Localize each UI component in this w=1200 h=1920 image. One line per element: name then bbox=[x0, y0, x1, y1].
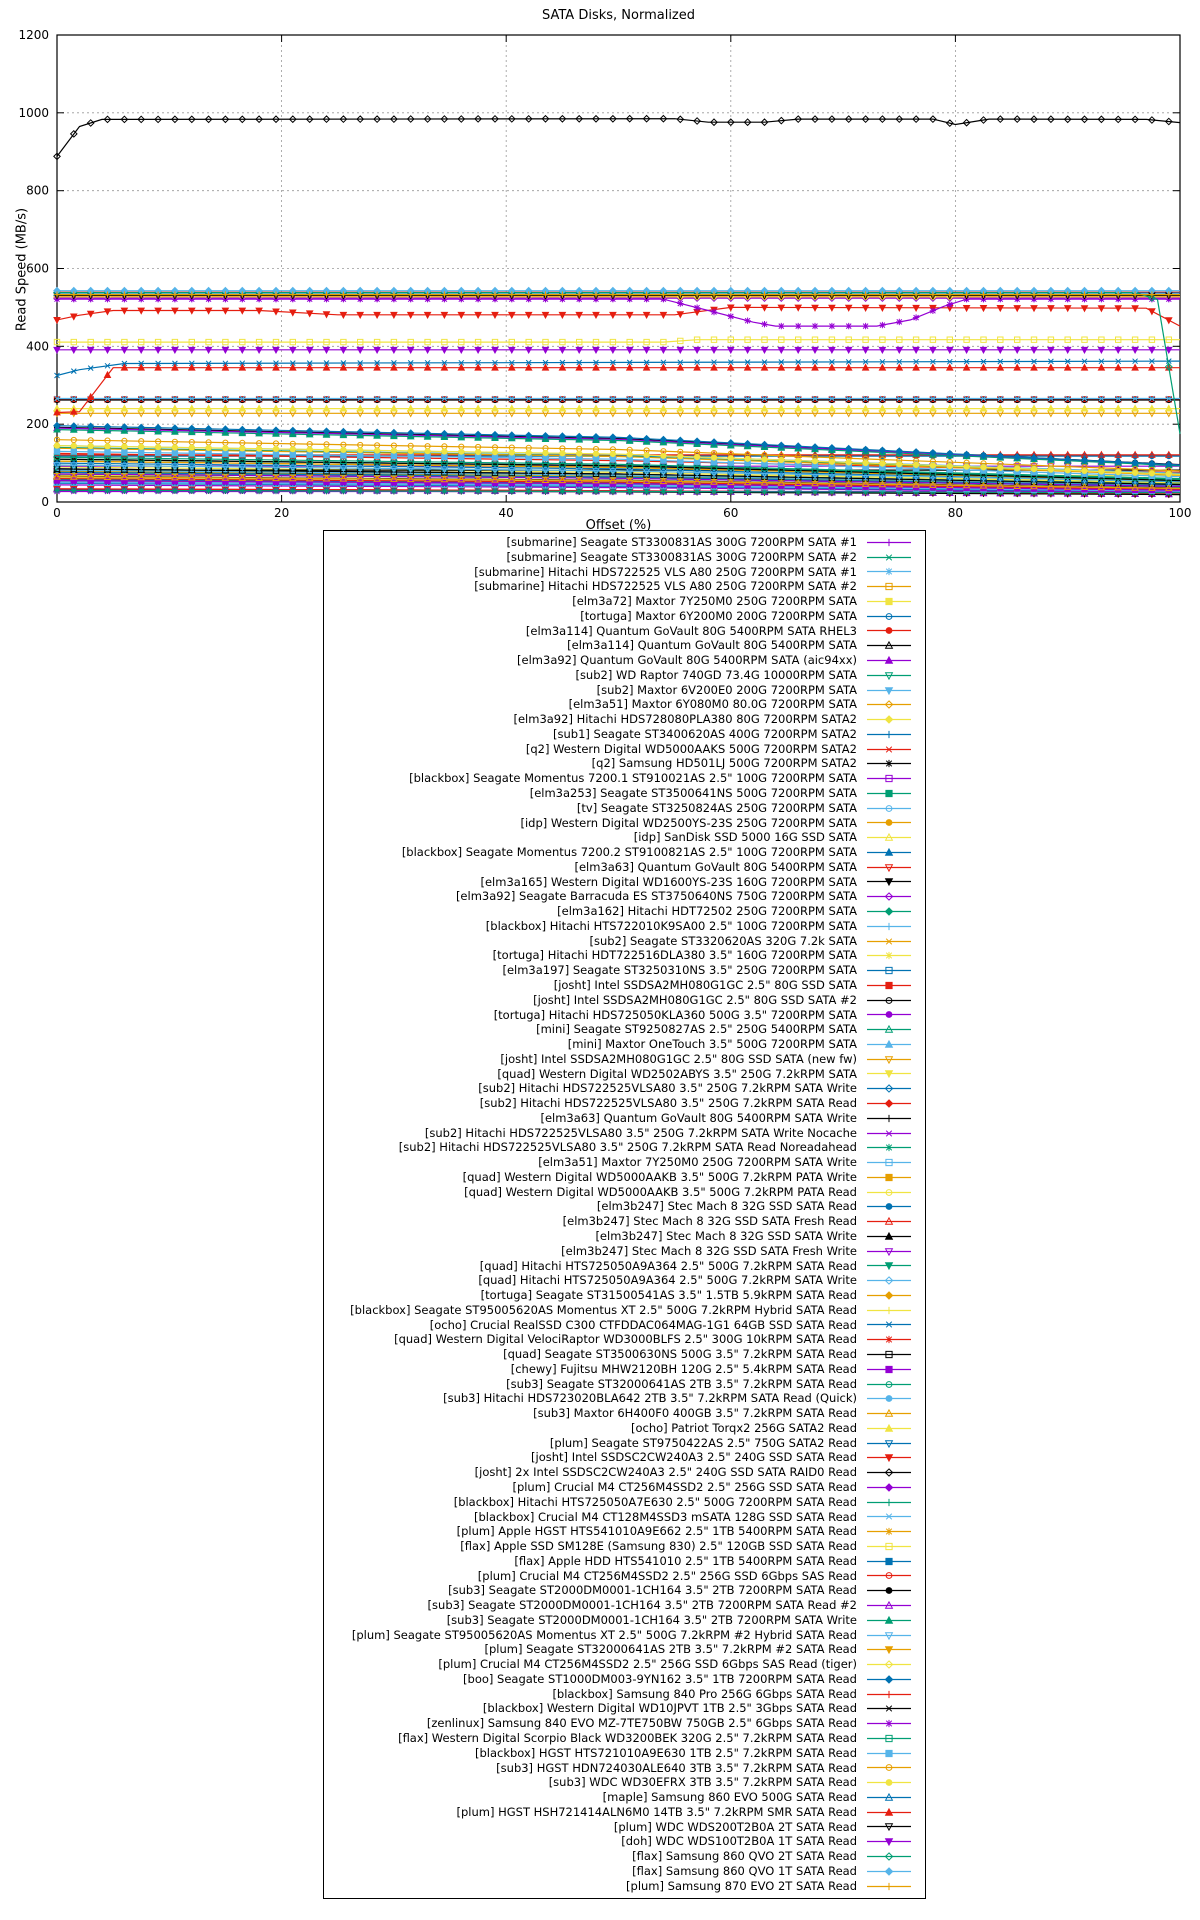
legend-label: [submarine] Seagate ST3300831AS 300G 7200RPM SATA #1 bbox=[506, 535, 857, 549]
svg-text:200: 200 bbox=[26, 417, 49, 432]
legend-swatch-triangle-filled bbox=[865, 1806, 913, 1819]
legend-swatch-triangle-down bbox=[865, 1629, 913, 1642]
legend-item bbox=[324, 1155, 925, 1170]
legend-swatch-circle-filled bbox=[865, 1008, 913, 1021]
legend-item bbox=[324, 1613, 925, 1628]
legend-label: [blackbox] Hitachi HTS722010K9SA00 2.5" 100G 7200RPM SATA bbox=[485, 918, 857, 933]
legend-swatch-triangle-down-filled bbox=[865, 1835, 913, 1848]
svg-text:600: 600 bbox=[26, 261, 49, 276]
legend-label: [sub2] WD Raptor 740GD 73.4G 10000RPM SATA bbox=[575, 667, 857, 682]
legend-swatch-circle-filled bbox=[865, 1392, 913, 1405]
legend-label: [blackbox] Seagate Momentus 7200.2 ST9100821AS 2.5" 100G 7200RPM SATA bbox=[401, 845, 857, 860]
legend-item bbox=[324, 1657, 925, 1672]
legend-label: [sub3] Seagate ST32000641AS 2TB 3.5" 7.2kRPM SATA Read bbox=[506, 1376, 857, 1391]
legend-item bbox=[324, 1746, 925, 1761]
legend-swatch-triangle-down bbox=[865, 1053, 913, 1066]
legend-swatch-diamond-filled bbox=[865, 1865, 913, 1878]
legend-swatch-triangle-down-filled bbox=[865, 684, 913, 697]
legend-label: [quad] Western Digital WD5000AAKB 3.5" 500G 7.2kRPM PATA Write bbox=[462, 1169, 857, 1184]
legend-label: [tortuga] Maxtor 6Y200M0 200G 7200RPM SATA bbox=[580, 608, 857, 623]
legend-swatch-diamond-filled bbox=[865, 1673, 913, 1686]
legend-swatch-circle bbox=[865, 994, 913, 1007]
svg-text:1200: 1200 bbox=[18, 28, 49, 42]
legend-item bbox=[324, 1244, 925, 1259]
svg-text:800: 800 bbox=[26, 183, 49, 198]
legend-label: [plum] Seagate ST9750422AS 2.5" 750G SATA2 Read bbox=[549, 1435, 857, 1450]
legend-item bbox=[324, 1834, 925, 1849]
chart-title: SATA Disks, Normalized bbox=[541, 8, 696, 23]
legend-swatch-x bbox=[865, 551, 913, 564]
legend-label: [plum] WDC WDS200T2B0A 2T SATA Read bbox=[613, 1819, 857, 1834]
legend-item bbox=[324, 697, 925, 712]
legend-item bbox=[324, 963, 925, 978]
legend-label: [quad] Hitachi HTS725050A9A364 2.5" 500G 7.2kRPM SATA Read bbox=[479, 1258, 857, 1273]
legend-item bbox=[324, 1273, 925, 1288]
legend-item bbox=[324, 1849, 925, 1864]
legend-item bbox=[324, 1347, 925, 1362]
legend-item bbox=[324, 1465, 925, 1480]
legend-swatch-square-filled bbox=[865, 979, 913, 992]
legend-swatch-diamond bbox=[865, 698, 913, 711]
legend-label: [idp] Western Digital WD2500YS-23S 250G 7200RPM SATA bbox=[520, 815, 857, 830]
legend-swatch-circle bbox=[865, 1378, 913, 1391]
legend-swatch-triangle-down-filled bbox=[865, 875, 913, 888]
legend-label: [elm3a162] Hitachi HDT72502 250G 7200RPM SATA bbox=[557, 904, 857, 919]
legend-label: [sub2] Hitachi HDS722525VLSA80 3.5" 250G 7.2kRPM SATA Write bbox=[478, 1081, 857, 1096]
legend-item bbox=[324, 1820, 925, 1835]
legend-label: [blackbox] Seagate ST95005620AS Momentus XT 2.5" 500G 7.2kRPM Hybrid SATA Read bbox=[350, 1302, 857, 1317]
legend-item bbox=[324, 1362, 925, 1377]
legend-item bbox=[324, 934, 925, 949]
legend-item bbox=[324, 653, 925, 668]
legend-swatch-triangle bbox=[865, 831, 913, 844]
legend-swatch-x bbox=[865, 743, 913, 756]
legend-swatch-circle-filled bbox=[865, 1584, 913, 1597]
legend-label: [quad] Western Digital WD2502ABYS 3.5" 250G 7.2kRPM SATA bbox=[497, 1066, 857, 1081]
legend-label: [josht] Intel SSDSA2MH080G1GC 2.5" 80G SSD SATA bbox=[553, 977, 857, 992]
legend-swatch-plus bbox=[865, 1496, 913, 1509]
legend-label: [elm3a165] Western Digital WD1600YS-23S 160G 7200RPM SATA bbox=[480, 874, 857, 889]
legend-label: [boo] Seagate ST1000DM003-9YN162 3.5" 1TB 7200RPM SATA Read bbox=[463, 1671, 857, 1686]
legend-swatch-circle-filled bbox=[865, 1200, 913, 1213]
legend-label: [flax] Apple SSD SM128E (Samsung 830) 2.5" 120GB SSD SATA Read bbox=[460, 1539, 857, 1554]
legend-item bbox=[324, 727, 925, 742]
legend-label: [quad] Western Digital VelociRaptor WD3000BLFS 2.5" 300G 10kRPM SATA Read bbox=[394, 1332, 857, 1347]
legend-swatch-star bbox=[865, 1717, 913, 1730]
legend-swatch-square bbox=[865, 1732, 913, 1745]
legend-item bbox=[324, 1436, 925, 1451]
svg-text:20: 20 bbox=[273, 506, 290, 520]
legend-label: [sub3] WDC WD30EFRX 3TB 3.5" 7.2kRPM SATA Read bbox=[548, 1775, 857, 1790]
legend-label: [mini] Seagate ST9250827AS 2.5" 250G 5400RPM SATA bbox=[536, 1022, 857, 1037]
legend-item bbox=[324, 1332, 925, 1347]
legend-swatch-star bbox=[865, 1333, 913, 1346]
legend-swatch-circle bbox=[865, 1186, 913, 1199]
legend-swatch-plus bbox=[865, 1304, 913, 1317]
legend-swatch-triangle bbox=[865, 1791, 913, 1804]
legend-item bbox=[324, 875, 925, 890]
svg-text:400: 400 bbox=[26, 339, 49, 354]
legend-swatch-circle bbox=[865, 802, 913, 815]
legend-label: [submarine] Hitachi HDS722525 VLS A80 250G 7200RPM SATA #2 bbox=[474, 579, 857, 594]
legend-swatch-square-filled bbox=[865, 1363, 913, 1376]
legend-item bbox=[324, 830, 925, 845]
legend-label: [elm3b247] Stec Mach 8 32G SSD SATA Write bbox=[595, 1228, 857, 1243]
legend-label: [plum] Samsung 870 EVO 2T SATA Read bbox=[626, 1878, 857, 1893]
legend-item bbox=[324, 1022, 925, 1037]
legend-label: [elm3a197] Seagate ST3250310NS 3.5" 250G 7200RPM SATA bbox=[502, 963, 857, 978]
legend-swatch-square bbox=[865, 580, 913, 593]
legend-item bbox=[324, 860, 925, 875]
legend-swatch-triangle-down bbox=[865, 861, 913, 874]
legend-item bbox=[324, 1318, 925, 1333]
legend-item bbox=[324, 1731, 925, 1746]
legend-item bbox=[324, 1510, 925, 1525]
legend-swatch-plus bbox=[865, 1112, 913, 1125]
legend-item bbox=[324, 1672, 925, 1687]
legend-item bbox=[324, 801, 925, 816]
svg-text:0: 0 bbox=[41, 495, 49, 509]
legend-swatch-triangle-down-filled bbox=[865, 1067, 913, 1080]
legend-item bbox=[324, 1170, 925, 1185]
legend-label: [plum] HGST HSH721414ALN6M0 14TB 3.5" 7.2kRPM SMR SATA Read bbox=[456, 1804, 857, 1819]
legend-item bbox=[324, 1421, 925, 1436]
legend-swatch-plus bbox=[865, 728, 913, 741]
legend-swatch-square bbox=[865, 1540, 913, 1553]
legend-swatch-diamond-filled bbox=[865, 1289, 913, 1302]
legend-label: [josht] 2x Intel SSDSC2CW240A3 2.5" 240G SSD SATA RAID0 Read bbox=[474, 1465, 857, 1480]
legend-label: [elm3b247] Stec Mach 8 32G SSD SATA Fresh Write bbox=[561, 1243, 857, 1258]
legend-item bbox=[324, 816, 925, 831]
legend-item bbox=[324, 712, 925, 727]
legend-label: [flax] Samsung 860 QVO 2T SATA Read bbox=[632, 1849, 857, 1864]
legend-label: [sub3] Maxtor 6H400F0 400GB 3.5" 7.2kRPM SATA Read bbox=[533, 1406, 857, 1421]
legend-item bbox=[324, 1140, 925, 1155]
legend-label: [sub2] Hitachi HDS722525VLSA80 3.5" 250G 7.2kRPM SATA Read bbox=[479, 1096, 857, 1111]
legend-item bbox=[324, 1524, 925, 1539]
legend-item bbox=[324, 1569, 925, 1584]
legend-swatch-x bbox=[865, 1510, 913, 1523]
legend-label: [submarine] Hitachi HDS722525 VLS A80 250G 7200RPM SATA #1 bbox=[474, 564, 857, 579]
legend-label: [sub2] Hitachi HDS722525VLSA80 3.5" 250G 7.2kRPM SATA Read Noreadahead bbox=[398, 1140, 857, 1155]
legend-label: [blackbox] Samsung 840 Pro 256G 6Gbps SATA Read bbox=[552, 1686, 857, 1701]
legend-item bbox=[324, 1554, 925, 1569]
y-axis-label: Read Speed (MB/s) bbox=[14, 207, 30, 332]
legend-label: [tv] Seagate ST3250824AS 250G 7200RPM SATA bbox=[576, 800, 857, 815]
legend-item bbox=[324, 1096, 925, 1111]
legend-swatch-diamond-filled bbox=[865, 1097, 913, 1110]
legend-swatch-diamond bbox=[865, 1466, 913, 1479]
legend-swatch-triangle-filled bbox=[865, 1614, 913, 1627]
legend-label: [elm3a114] Quantum GoVault 80G 5400RPM SATA RHEL3 bbox=[525, 623, 857, 638]
legend-swatch-star bbox=[865, 949, 913, 962]
legend-label: [sub3] HGST HDN724030ALE640 3TB 3.5" 7.2kRPM SATA Read bbox=[496, 1760, 857, 1775]
legend-label: [plum] Apple HGST HTS541010A9E662 2.5" 1TB 5400RPM SATA Read bbox=[456, 1524, 857, 1539]
legend-item bbox=[324, 1790, 925, 1805]
legend-swatch-triangle-down bbox=[865, 1245, 913, 1258]
legend-swatch-triangle-filled bbox=[865, 1230, 913, 1243]
svg-text:100: 100 bbox=[1168, 506, 1192, 520]
legend-label: [blackbox] Hitachi HTS725050A7E630 2.5" 500G 7200RPM SATA Read bbox=[453, 1494, 857, 1509]
legend-item bbox=[324, 1495, 925, 1510]
legend-label: [sub3] Hitachi HDS723020BLA642 2TB 3.5" 7.2kRPM SATA Read (Quick) bbox=[443, 1391, 857, 1406]
plot-area bbox=[0, 0, 1200, 530]
legend-label: [blackbox] Western Digital WD10JPVT 1TB 2.5" 3Gbps SATA Read bbox=[482, 1701, 857, 1716]
legend-item bbox=[324, 919, 925, 934]
legend-item bbox=[324, 579, 925, 594]
legend-label: [elm3a92] Hitachi HDS728080PLA380 80G 7200RPM SATA2 bbox=[513, 712, 857, 727]
legend-item bbox=[324, 1805, 925, 1820]
legend-label: [tortuga] Seagate ST31500541AS 3.5" 1.5TB 5.9kRPM SATA Read bbox=[480, 1288, 857, 1303]
legend-swatch-square bbox=[865, 964, 913, 977]
legend-item bbox=[324, 565, 925, 580]
legend-label: [zenlinux] Samsung 840 EVO MZ-7TE750BW 750GB 2.5" 6Gbps SATA Read bbox=[426, 1716, 857, 1731]
legend-swatch-star bbox=[865, 565, 913, 578]
legend-item bbox=[324, 1214, 925, 1229]
legend-swatch-triangle-down bbox=[865, 1820, 913, 1833]
legend-item bbox=[324, 993, 925, 1008]
legend-label: [plum] Seagate ST95005620AS Momentus XT 2.5" 500G 7.2kRPM #2 Hybrid SATA Read bbox=[351, 1627, 857, 1642]
legend-label: [josht] Intel SSDSC2CW240A3 2.5" 240G SSD SATA Read bbox=[531, 1450, 857, 1465]
legend-swatch-triangle-down bbox=[865, 1437, 913, 1450]
legend-swatch-triangle-filled bbox=[865, 654, 913, 667]
legend-label: [elm3b247] Stec Mach 8 32G SSD SATA Read bbox=[596, 1199, 857, 1214]
svg-text:0: 0 bbox=[53, 506, 61, 520]
legend-item bbox=[324, 1199, 925, 1214]
legend-label: [idp] SanDisk SSD 5000 16G SSD SATA bbox=[633, 830, 857, 845]
legend-item bbox=[324, 1391, 925, 1406]
legend-label: [plum] Crucial M4 CT256M4SSD2 2.5" 256G SSD SATA Read bbox=[512, 1480, 857, 1494]
legend-item bbox=[324, 638, 925, 653]
legend-item bbox=[324, 1259, 925, 1274]
legend-swatch-x bbox=[865, 1127, 913, 1140]
legend-item bbox=[324, 1111, 925, 1126]
legend-swatch-triangle-filled bbox=[865, 1038, 913, 1051]
legend-swatch-triangle-filled bbox=[865, 1422, 913, 1435]
legend-swatch-square-filled bbox=[865, 595, 913, 608]
legend-swatch-square bbox=[865, 1348, 913, 1361]
legend-item bbox=[324, 1701, 925, 1716]
svg-text:40: 40 bbox=[498, 506, 514, 520]
legend-item bbox=[324, 978, 925, 993]
legend-swatch-circle-filled bbox=[865, 816, 913, 829]
legend-box bbox=[323, 530, 926, 1899]
legend-item bbox=[324, 1539, 925, 1554]
legend-swatch-triangle-down bbox=[865, 669, 913, 682]
legend-item bbox=[324, 1052, 925, 1067]
legend-item bbox=[324, 550, 925, 565]
legend-swatch-circle-filled bbox=[865, 1776, 913, 1789]
legend-item bbox=[324, 1185, 925, 1200]
legend-label: [maple] Samsung 860 EVO 500G SATA Read bbox=[602, 1790, 857, 1805]
legend-swatch-square-filled bbox=[865, 1555, 913, 1568]
legend-swatch-triangle bbox=[865, 639, 913, 652]
legend-item bbox=[324, 1583, 925, 1598]
legend-label: [blackbox] Seagate Momentus 7200.1 ST910021AS 2.5" 100G 7200RPM SATA bbox=[409, 771, 857, 786]
legend-swatch-diamond-filled bbox=[865, 905, 913, 918]
legend-item bbox=[324, 948, 925, 963]
legend-label: [sub2] Hitachi HDS722525VLSA80 3.5" 250G 7.2kRPM SATA Write Nocache bbox=[424, 1125, 857, 1140]
legend-label: [quad] Hitachi HTS725050A9A364 2.5" 500G 7.2kRPM SATA Write bbox=[478, 1273, 857, 1288]
legend-label: [flax] Western Digital Scorpio Black WD3200BEK 320G 2.5" 7.2kRPM SATA Read bbox=[398, 1731, 857, 1746]
legend-label: [elm3a72] Maxtor 7Y250M0 250G 7200RPM SATA bbox=[572, 594, 857, 609]
legend-label: [elm3a51] Maxtor 6Y080M0 80.0G 7200RPM SATA bbox=[568, 697, 857, 712]
legend-swatch-triangle bbox=[865, 1599, 913, 1612]
legend-item bbox=[324, 668, 925, 683]
legend-swatch-diamond bbox=[865, 1082, 913, 1095]
legend-label: [plum] Crucial M4 CT256M4SSD2 2.5" 256G SSD 6Gbps SAS Read (tiger) bbox=[438, 1657, 857, 1672]
legend-item bbox=[324, 1008, 925, 1023]
legend-item bbox=[324, 845, 925, 860]
legend-swatch-triangle-filled bbox=[865, 846, 913, 859]
x-axis-label: Offset (%) bbox=[585, 518, 652, 533]
legend-label: [elm3a92] Seagate Barracuda ES ST3750640NS 750G 7200RPM SATA bbox=[455, 889, 857, 904]
legend-label: [elm3a63] Quantum GoVault 80G 5400RPM SATA Write bbox=[540, 1110, 857, 1125]
legend-label: [chewy] Fujitsu MHW2120BH 120G 2.5" 5.4kRPM SATA Read bbox=[510, 1361, 857, 1376]
legend-item bbox=[324, 1775, 925, 1790]
legend-swatch-square-filled bbox=[865, 787, 913, 800]
legend-label: [plum] Crucial M4 CT256M4SSD2 2.5" 256G SSD 6Gbps SAS Read bbox=[477, 1568, 857, 1583]
legend-swatch-circle bbox=[865, 1761, 913, 1774]
legend-swatch-triangle bbox=[865, 1215, 913, 1228]
legend-label: [quad] Western Digital WD5000AAKB 3.5" 500G 7.2kRPM PATA Read bbox=[464, 1184, 857, 1199]
legend-label: [blackbox] HGST HTS721010A9E630 1TB 2.5" 7.2kRPM SATA Read bbox=[474, 1745, 857, 1760]
legend-item bbox=[324, 1450, 925, 1465]
legend-item bbox=[324, 1067, 925, 1082]
legend-label: [elm3a253] Seagate ST3500641NS 500G 7200RPM SATA bbox=[529, 786, 857, 801]
legend-label: [quad] Seagate ST3500630NS 500G 3.5" 7.2kRPM SATA Read bbox=[503, 1347, 857, 1362]
legend-label: [sub1] Seagate ST3400620AS 400G 7200RPM SATA2 bbox=[553, 726, 857, 741]
legend-swatch-triangle-down-filled bbox=[865, 1451, 913, 1464]
legend-item bbox=[324, 1716, 925, 1731]
legend-label: [ocho] Crucial RealSSD C300 CTFDDAC064MAG-1G1 64GB SSD SATA Read bbox=[429, 1317, 857, 1332]
legend-item bbox=[324, 1081, 925, 1096]
legend-item bbox=[324, 1879, 925, 1894]
legend-item bbox=[324, 1864, 925, 1879]
legend-label: [sub2] Maxtor 6V200E0 200G 7200RPM SATA bbox=[596, 682, 857, 697]
legend-item bbox=[324, 1126, 925, 1141]
legend-item bbox=[324, 1288, 925, 1303]
legend-label: [ocho] Patriot Torqx2 256G SATA2 Read bbox=[631, 1420, 857, 1435]
legend-swatch-x bbox=[865, 1702, 913, 1715]
legend-item bbox=[324, 1229, 925, 1244]
legend-label: [elm3a63] Quantum GoVault 80G 5400RPM SATA bbox=[574, 859, 857, 874]
legend-swatch-triangle-down-filled bbox=[865, 1259, 913, 1272]
legend-swatch-triangle bbox=[865, 1407, 913, 1420]
legend-label: [tortuga] Hitachi HDS725050KLA360 500G 3.5" 7200RPM SATA bbox=[493, 1007, 857, 1022]
legend-swatch-triangle bbox=[865, 1023, 913, 1036]
svg-text:60: 60 bbox=[723, 506, 739, 520]
legend-item bbox=[324, 609, 925, 624]
legend-label: [mini] Maxtor OneTouch 3.5" 500G 7200RPM SATA bbox=[567, 1037, 857, 1052]
legend-label: [elm3a114] Quantum GoVault 80G 5400RPM SATA bbox=[567, 638, 857, 653]
legend-item bbox=[324, 1628, 925, 1643]
legend-item bbox=[324, 683, 925, 698]
legend-item bbox=[324, 1761, 925, 1776]
legend-swatch-diamond bbox=[865, 890, 913, 903]
legend-label: [submarine] Seagate ST3300831AS 300G 7200RPM SATA #2 bbox=[506, 549, 857, 564]
legend-swatch-star bbox=[865, 757, 913, 770]
legend-label: [flax] Samsung 860 QVO 1T SATA Read bbox=[632, 1863, 857, 1878]
legend-swatch-x bbox=[865, 1318, 913, 1331]
legend-swatch-square bbox=[865, 772, 913, 785]
legend-swatch-star bbox=[865, 1141, 913, 1154]
legend-label: [josht] Intel SSDSA2MH080G1GC 2.5" 80G SSD SATA (new fw) bbox=[500, 1051, 857, 1066]
legend-label: [doh] WDC WDS100T2B0A 1T SATA Read bbox=[621, 1834, 857, 1849]
legend-label: [elm3b247] Stec Mach 8 32G SSD SATA Fresh Read bbox=[562, 1214, 857, 1229]
legend-item bbox=[324, 1377, 925, 1392]
legend-item bbox=[324, 1642, 925, 1657]
legend-swatch-plus bbox=[865, 920, 913, 933]
legend-swatch-diamond-filled bbox=[865, 713, 913, 726]
legend-item bbox=[324, 1480, 925, 1495]
legend-swatch-diamond bbox=[865, 1658, 913, 1671]
legend-label: [q2] Samsung HD501LJ 500G 7200RPM SATA2 bbox=[591, 756, 857, 771]
legend-label: [sub3] Seagate ST2000DM0001-1CH164 3.5" 2TB 7200RPM SATA Read #2 bbox=[427, 1598, 857, 1613]
svg-text:80: 80 bbox=[947, 506, 964, 520]
legend-item bbox=[324, 594, 925, 609]
legend-item bbox=[324, 624, 925, 639]
legend-item bbox=[324, 771, 925, 786]
svg-text:1000: 1000 bbox=[18, 105, 49, 120]
legend-swatch-star bbox=[865, 1525, 913, 1538]
legend-label: [elm3a51] Maxtor 7Y250M0 250G 7200RPM SATA Write bbox=[538, 1155, 857, 1170]
legend-swatch-x bbox=[865, 935, 913, 948]
legend-item bbox=[324, 742, 925, 757]
legend-swatch-diamond bbox=[865, 1850, 913, 1863]
legend-label: [flax] Apple HDD HTS541010 2.5" 1TB 5400RPM SATA Read bbox=[514, 1553, 857, 1568]
legend-swatch-circle bbox=[865, 1569, 913, 1582]
legend-item bbox=[324, 1687, 925, 1702]
legend-swatch-circle bbox=[865, 610, 913, 623]
legend-swatch-square-filled bbox=[865, 1171, 913, 1184]
legend-label: [josht] Intel SSDSA2MH080G1GC 2.5" 80G SSD SATA #2 bbox=[533, 992, 857, 1007]
legend-label: [tortuga] Hitachi HDT722516DLA380 3.5" 160G 7200RPM SATA bbox=[492, 948, 857, 963]
legend-label: [elm3a92] Quantum GoVault 80G 5400RPM SATA (aic94xx) bbox=[517, 653, 857, 668]
legend-swatch-diamond bbox=[865, 1274, 913, 1287]
legend-swatch-plus bbox=[865, 1880, 913, 1893]
legend-swatch-diamond-filled bbox=[865, 1481, 913, 1494]
legend-item bbox=[324, 1406, 925, 1421]
legend-swatch-triangle-down-filled bbox=[865, 1643, 913, 1656]
legend-item bbox=[324, 1303, 925, 1318]
legend-label: [q2] Western Digital WD5000AAKS 500G 7200RPM SATA2 bbox=[525, 741, 857, 756]
legend-label: [blackbox] Crucial M4 CT128M4SSD3 mSATA 128G SSD SATA Read bbox=[474, 1509, 857, 1524]
legend-swatch-plus bbox=[865, 536, 913, 549]
legend-label: [plum] Seagate ST32000641AS 2TB 3.5" 7.2kRPM #2 SATA Read bbox=[484, 1642, 857, 1657]
legend-swatch-square bbox=[865, 1156, 913, 1169]
legend-item bbox=[324, 756, 925, 771]
legend-item bbox=[324, 904, 925, 919]
legend-label: [sub3] Seagate ST2000DM0001-1CH164 3.5" 2TB 7200RPM SATA Write bbox=[446, 1612, 857, 1627]
legend-swatch-square-filled bbox=[865, 1747, 913, 1760]
legend-label: [sub2] Seagate ST3320620AS 320G 7.2k SATA bbox=[589, 933, 857, 948]
legend-item bbox=[324, 889, 925, 904]
legend-label: [sub3] Seagate ST2000DM0001-1CH164 3.5" 2TB 7200RPM SATA Read bbox=[448, 1583, 857, 1598]
legend-swatch-plus bbox=[865, 1688, 913, 1701]
legend-item bbox=[324, 1037, 925, 1052]
legend-item bbox=[324, 786, 925, 801]
legend-swatch-circle-filled bbox=[865, 624, 913, 637]
legend-item bbox=[324, 535, 925, 550]
legend-item bbox=[324, 1598, 925, 1613]
